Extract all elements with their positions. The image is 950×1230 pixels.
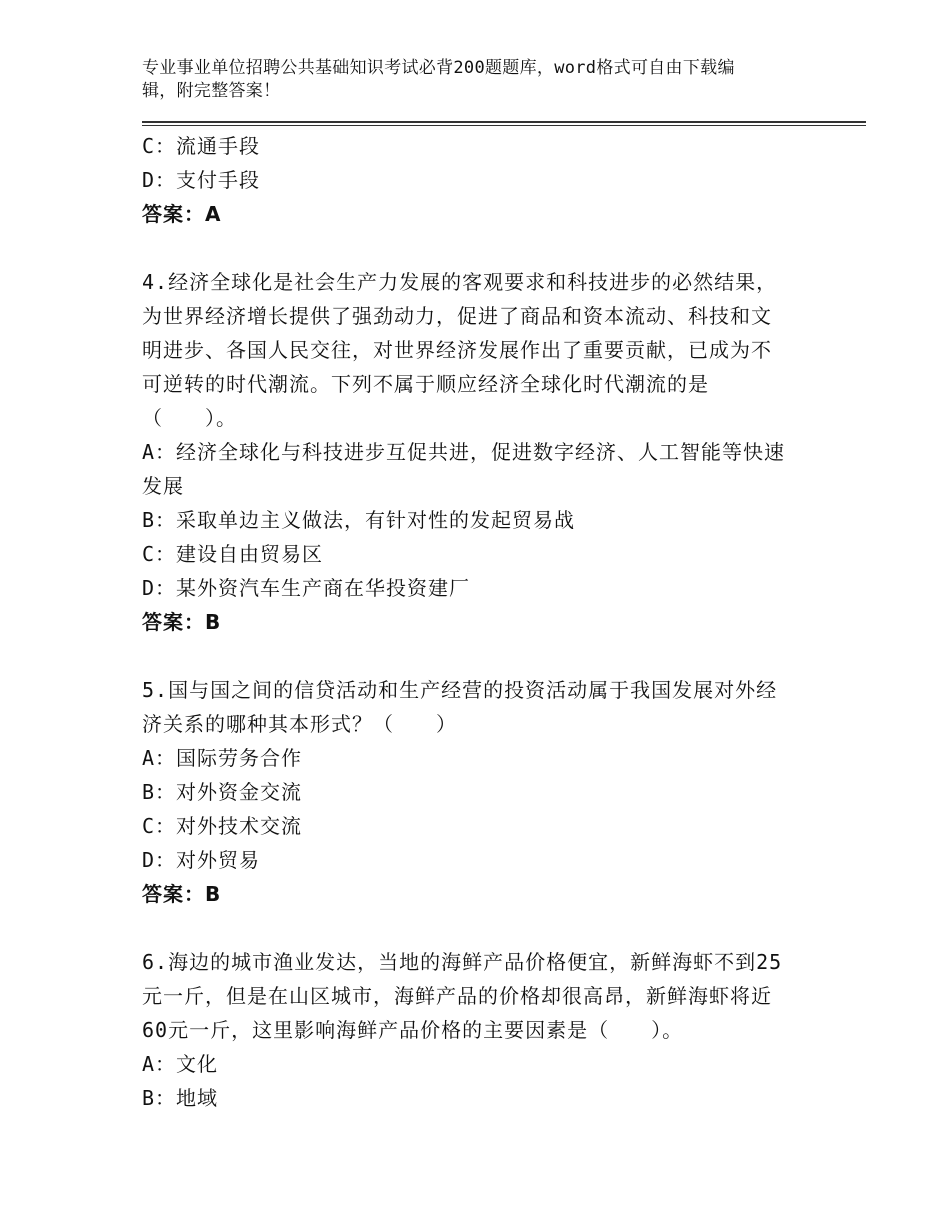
option-line: A：文化 xyxy=(142,1052,219,1076)
option-line: B：采取单边主义做法，有针对性的发起贸易战 xyxy=(142,508,576,532)
option-line: B：对外资金交流 xyxy=(142,780,303,804)
question-stem-line: 济关系的哪种其本形式？（ ） xyxy=(142,712,457,736)
page-header xyxy=(142,57,792,103)
option-line: D：某外资汽车生产商在华投资建厂 xyxy=(142,576,471,600)
spacer xyxy=(142,911,812,945)
header-rule-thin xyxy=(142,125,866,126)
option-line: A：经济全球化与科技进步互促共进，促进数字经济、人工智能等快速 xyxy=(142,440,786,464)
question-6 xyxy=(142,945,812,1115)
option-line: C：流通手段 xyxy=(142,134,261,158)
question-stem-line: 6.海边的城市渔业发达，当地的海鲜产品价格便宜，新鲜海虾不到25 xyxy=(142,950,783,974)
question-stem-line: （ ）。 xyxy=(142,406,237,430)
header-line-2: 辑，附完整答案！ xyxy=(142,81,281,101)
option-line: C：对外技术交流 xyxy=(142,814,303,838)
question-5 xyxy=(142,673,812,911)
option-line: D：对外贸易 xyxy=(142,848,261,872)
option-line: 发展 xyxy=(142,474,184,498)
option-line: A：国际劳务合作 xyxy=(142,746,303,770)
question-4 xyxy=(142,265,812,639)
question-stem-line: 4.经济全球化是社会生产力发展的客观要求和科技进步的必然结果， xyxy=(142,270,778,294)
option-line: B：地域 xyxy=(142,1086,219,1110)
question-stem-line: 5.国与国之间的信贷活动和生产经营的投资活动属于我国发展对外经 xyxy=(142,678,778,702)
option-line: C：建设自由贸易区 xyxy=(142,542,324,566)
header-line-1: 专业事业单位招聘公共基础知识考试必背200题题库，word格式可自由下载编 xyxy=(142,58,735,78)
spacer xyxy=(142,639,812,673)
question-stem-line: 60元一斤，这里影响海鲜产品价格的主要因素是（ ）。 xyxy=(142,1018,684,1042)
option-line: D：支付手段 xyxy=(142,168,261,192)
answer-line: 答案：B xyxy=(142,610,222,634)
question-stem-line: 可逆转的时代潮流。下列不属于顺应经济全球化时代潮流的是 xyxy=(142,372,709,396)
question-stem-line: 元一斤，但是在山区城市，海鲜产品的价格却很高昂，新鲜海虾将近 xyxy=(142,984,772,1008)
prev-question-options xyxy=(142,129,812,197)
answer-line: 答案：B xyxy=(142,882,222,906)
question-stem-line: 明进步、各国人民交往，对世界经济发展作出了重要贡献，已成为不 xyxy=(142,338,772,362)
answer-line: 答案：A xyxy=(142,202,222,226)
header-rule-thick xyxy=(142,121,866,123)
spacer xyxy=(142,231,812,265)
question-content xyxy=(142,129,812,1115)
question-stem-line: 为世界经济增长提供了强劲动力，促进了商品和资本流动、科技和文 xyxy=(142,304,772,328)
